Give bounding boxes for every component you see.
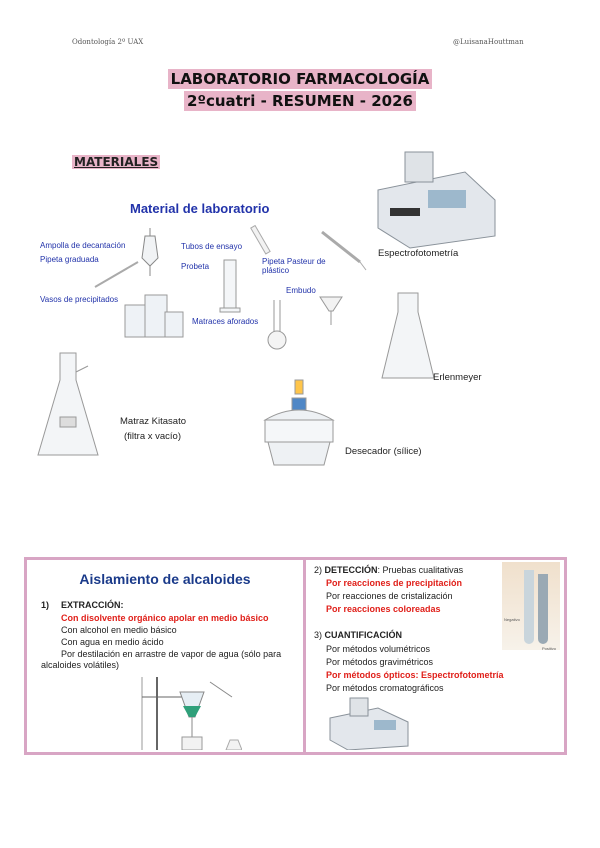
step1-item-3: Con agua en medio ácido [61,637,164,647]
test-tube-icon [251,226,270,254]
section-heading: MATERIALES [74,155,159,169]
step2-heading: 2) DETECCIÓN: Pruebas cualitativas [314,565,464,575]
step1-item-4: Por destilación en arrastre de vapor de agua (sólo para alcaloides volátiles) [41,649,282,670]
graduated-pipette-icon [95,262,138,287]
step1-label: EXTRACCIÓN: [61,600,124,610]
distillation-apparatus-icon [132,672,242,750]
separatory-funnel-icon [142,228,158,276]
spectrophotometer-icon [378,152,495,248]
volumetric-flask-icon [268,300,286,349]
slide-aislamiento [24,557,306,755]
label-embudo: Embudo [286,286,316,295]
step3-heading: 3) CUANTIFICACIÓN [314,630,403,640]
caption-espectrofotometria: Espectrofotometría [378,248,459,259]
caption-kitasato-note: (filtra x vacío) [124,431,182,442]
label-pipeta-graduada: Pipeta graduada [40,255,99,264]
step2-item-2: Por reacciones de cristalización [326,591,453,601]
test-tubes-photo [502,562,560,650]
step3-item-2: Por métodos gravimétricos [326,657,434,667]
step3-item-4: Por métodos cromatográficos [326,683,444,693]
step1-number: 1) [41,600,50,610]
step3-item-3: Por métodos ópticos: Espectrofotometría [326,670,504,680]
spectrophotometer-small-icon [328,696,410,750]
label-tubos: Tubos de ensayo [181,242,243,251]
step2-item-1: Por reacciones de precipitación [326,578,463,588]
page-subtitle: 2ºcuatri - RESUMEN - 2026 [0,92,600,110]
step1-item-2: Con alcohol en medio básico [61,625,177,635]
step1-item-1: Con disolvente orgánico apolar en medio básico [61,613,269,623]
header-right: @LuisanaHouttman [453,38,524,46]
slide-deteccion-cuantificacion [303,557,567,755]
photo-label-negativo: Negativo [504,617,520,622]
photo-label-positivo: Positivo [542,646,557,651]
label-pipeta-pasteur: Pipeta Pasteur de plástico [262,257,326,275]
caption-kitasato: Matraz Kitasato [120,416,186,427]
funnel-icon [320,297,342,325]
caption-desecador: Desecador (sílice) [345,446,422,457]
desiccator-icon [265,380,333,465]
page-title: LABORATORIO FARMACOLOGÍA [0,70,600,88]
graduated-cylinder-icon [220,260,240,312]
pasteur-pipette-icon [322,232,366,270]
beakers-icon [125,295,183,337]
lab-figure-title: Material de laboratorio [130,201,270,216]
label-probeta: Probeta [181,262,210,271]
header-left: Odontología 2º UAX [72,38,144,46]
step3-item-1: Por métodos volumétricos [326,644,431,654]
step2-item-3: Por reacciones coloreadas [326,604,441,614]
test-tube-left [524,570,534,644]
kitasato-flask-icon [38,353,98,455]
label-matraces: Matraces aforados [192,317,259,326]
erlenmeyer-icon [382,293,434,378]
label-ampolla: Ampolla de decantación [40,241,126,250]
test-tube-right [538,574,548,644]
slide1-title: Aislamiento de alcaloides [79,571,251,587]
label-vasos: Vasos de precipitados [40,295,119,304]
caption-erlenmeyer: Erlenmeyer [433,372,482,383]
